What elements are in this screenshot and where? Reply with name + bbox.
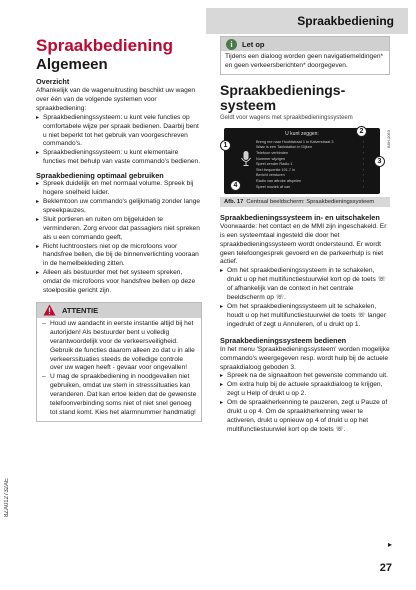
operate-text: In het menu 'Spraakbedieningssysteem' worden mogelijke commando's weergegeven resp. wordt hulp bij de actuele spraakdialoog geboden 3. — [220, 345, 390, 371]
list-item: ▸ Spreek duidelijk en met normaal volume. Spreek bij hogere snelheid luider. — [36, 180, 202, 198]
list-item: ▸ Om extra hulp bij de actuele spraakdialoog te krijgen, zegt u Help of drukt u op 2. — [220, 381, 390, 399]
overview-heading: Overzicht — [36, 77, 70, 86]
figure-caption-text: Centraal beeldscherm: Spraakbedieningssysteem — [246, 198, 375, 205]
applicability-note: Geldt voor wagens met spraakbedieningssysteem — [220, 114, 353, 121]
callout-badge-4: 4 — [230, 180, 241, 191]
list-item: ▸ Spraakbedieningssysteem: u kunt elementaire functies met behulp van vaste commando's bedienen. — [36, 149, 202, 167]
overview-text: Afhankelijk van de wagenuitrusting beschikt uw wagen over één van de volgende systemen voor spraakbediening: — [36, 87, 196, 112]
warning-label: ATTENTIE — [62, 305, 99, 315]
list-item: ▸ Sluit portieren en ruiten om bijgeluiden te verminderen. Zorg ervoor dat passagiers niet spreken als u een commando geeft. — [36, 216, 202, 243]
screen-title: U kunt zeggen: — [285, 130, 319, 137]
section-title: Algemeen — [36, 56, 108, 73]
note-text: Tijdens een dialoog worden geen navigatiemeldingen* en geen verkeersberichten* doorgegeven. — [225, 53, 384, 69]
list-item: Telefoon verbinden › — [256, 151, 364, 155]
list-item: ▸ Spraakbedieningssysteem: u kunt vele functies op comfortabele wijze per spraak bedienen. Daarbij bent u niet beperkt tot het gebruik van voorgeschreven commando's. — [36, 114, 202, 150]
section-title-line2: systeem — [220, 96, 277, 113]
list-item: Speel zender Radio 1 › — [256, 162, 364, 167]
left-column — [36, 38, 202, 422]
section-title — [220, 83, 390, 113]
warning-header — [37, 303, 201, 318]
optimal-use-heading: Spraakbediening optimaal gebruiken — [36, 171, 164, 181]
list-item: ▸ Spreek na de signaaltoon het gewenste commando uit. — [220, 372, 390, 381]
onoff-text: Voorwaarde: het contact en de MMI zijn ingeschakeld. Er is een systeemtaal ingesteld die door het spraakbedieningssysteem wordt ondersteund. Er wordt geen telefoongesprek gevoerd en de parkeerhulp is niet actief. — [220, 222, 387, 266]
list-item: – U mag de spraakbediening in noodgevallen niet gebruiken, omdat uw stem in stresssituaties kan veranderen. Dat kan ertoe leiden dat de gewenste telefoonverbinding soms niet of niet snel genoeg tot stand komt. Kies het alarmnummer handmatig! — [42, 373, 197, 418]
list-item: ▸ Beklemtoon uw commando's gelijkmatig zonder lange spreekpauzes. — [36, 198, 202, 216]
page-number: 27 — [379, 562, 392, 574]
warning-box — [36, 302, 202, 422]
note-box — [220, 36, 390, 75]
figure-code: B8H-0053 — [386, 129, 391, 148]
info-icon: i — [226, 39, 237, 50]
page-header-band — [206, 8, 408, 34]
command-list — [256, 140, 364, 190]
figure-screen — [220, 126, 390, 196]
list-item: Waar is een Tankstation in Dijken › — [256, 145, 364, 150]
list-item: Radio van aftroke afspelen › — [256, 178, 364, 183]
callout-badge-3: 3 — [374, 156, 385, 167]
running-header: Spraakbediening — [297, 14, 394, 28]
section-title-line1: Spraakbedienings- — [220, 81, 346, 98]
overview-list — [36, 114, 202, 167]
onoff-heading: Spraakbedieningssysteem in- en uitschakelen — [220, 212, 380, 222]
figure-caption — [220, 197, 390, 207]
list-item: Stel frequentie 101.7 in › — [256, 167, 364, 172]
right-column — [220, 38, 390, 435]
list-item: ▸ Richt luchtroosters niet op de microfoons voor handsfree bellen, die bij de binnenverlichting vooraan in de hemelbekleding zitten. — [36, 243, 202, 270]
central-display — [224, 128, 380, 194]
operate-list — [220, 372, 390, 434]
list-item: Bericht versturen › — [256, 173, 364, 178]
list-item: Nummer wijzigen › — [256, 156, 364, 161]
list-item: ▸ Om de spraakherkenning te pauzeren, zegt u Pauze of drukt u op 4. Om de spraakherkenning weer te activeren, drukt u opnieuw op 4 of drukt u op het multifunctiestuurwiel kort op de toets ☏. — [220, 399, 390, 435]
chapter-title: Spraakbediening — [36, 36, 173, 55]
note-header — [221, 37, 389, 51]
note-label: Let op — [242, 39, 265, 49]
list-item: ▸ Om het spraakbedieningssysteem uit te schakelen, houdt u op het multifunctiestuurwiel de toets ☏ langer ingedrukt of zegt u Annuleren, of u drukt op 1. — [220, 303, 390, 330]
callout-badge-2: 2 — [356, 126, 367, 137]
operate-heading: Spraakbedieningssysteem bedienen — [220, 335, 347, 345]
figure-label: Afb. 17 — [224, 198, 244, 205]
warning-list — [37, 318, 201, 421]
optimal-use-list — [36, 180, 202, 296]
list-item: – Houd uw aandacht in eerste instantie altijd bij het autorijden! Als bestuurder bent u volledig verantwoordelijk voor de verkeersveiligheid. Gebruik de functies daarom alleen zo dat u in alle verkeerssituaties steeds de volledige controle over uw wagen heeft - gevaar voor ongevallen! — [42, 320, 197, 373]
list-item: ▸ Alleen als bestuurder met het systeem spreken, omdat de microfoons voor handsfree bellen op deze stoelpositie gericht zijn. — [36, 269, 202, 296]
microphone-icon — [240, 150, 252, 168]
continue-arrow-icon: ▸ — [387, 540, 392, 549]
list-item: Speel muziek af van › — [256, 184, 364, 189]
list-item: ▸ Om het spraakbedieningssysteem in te schakelen, drukt u op het multifunctiestuurwiel kort op de toets ☏ of afhankelijk van de context in het centrale beeldscherm op ☏. — [220, 267, 390, 303]
callout-badge-1: 1 — [220, 140, 231, 151]
list-item: Breng me naar Hoofdstraat 1 in Kalverstraat 3 › — [256, 139, 364, 144]
warning-triangle-icon — [43, 304, 56, 316]
onoff-list — [220, 267, 390, 329]
document-code: 8ZA012732AE — [4, 478, 10, 518]
